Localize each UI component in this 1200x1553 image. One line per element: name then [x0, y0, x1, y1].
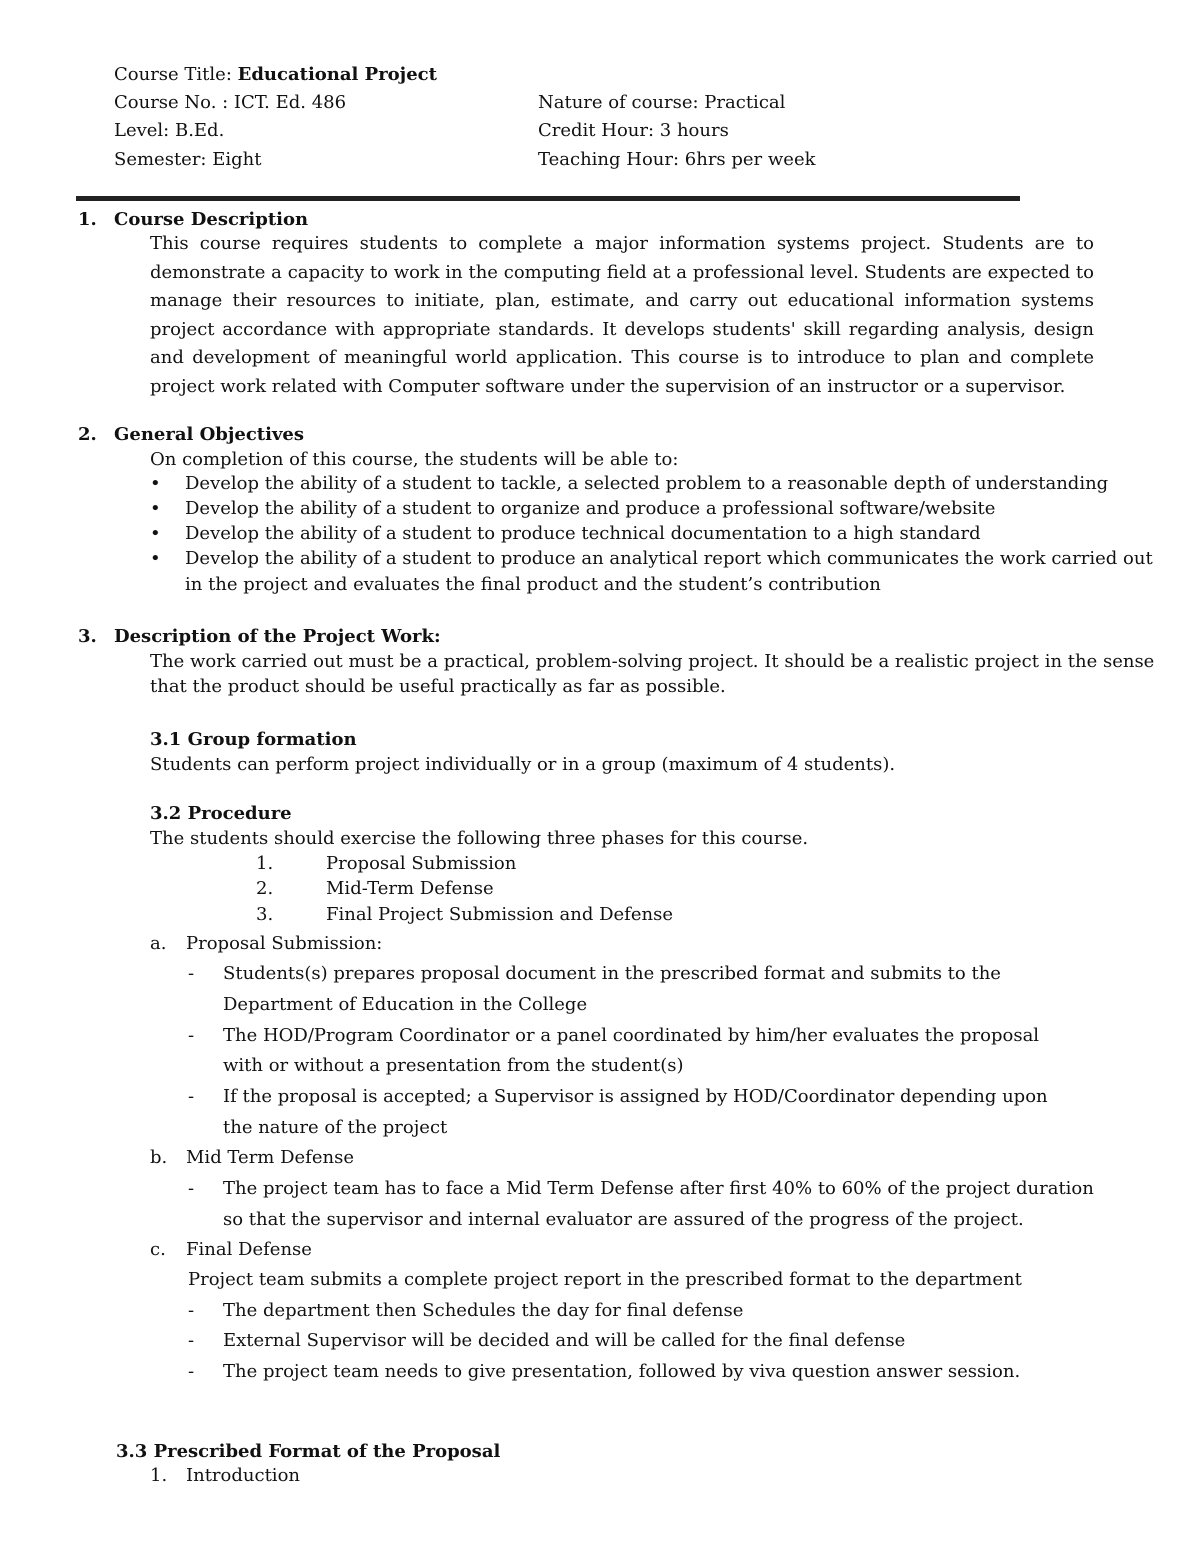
procedure-heading: 3.2 Procedure: [150, 803, 292, 824]
step-title: Mid Term Defense: [186, 1147, 354, 1168]
format-item-label: Introduction: [186, 1465, 300, 1486]
dash-marker: -: [188, 1361, 195, 1382]
step-letter: c.: [150, 1239, 166, 1260]
phase-label: Mid-Term Defense: [326, 878, 494, 899]
format-item-number: 1.: [150, 1465, 168, 1486]
course-semester: Semester: Eight: [114, 149, 262, 170]
dash-marker: -: [188, 963, 195, 984]
prescribed-format-heading: 3.3 Prescribed Format of the Proposal: [116, 1441, 501, 1462]
section-2-intro: On completion of this course, the students will be able to:: [150, 449, 679, 470]
course-title-value: Educational Project: [237, 64, 437, 85]
step-line: with or without a presentation from the student(s): [223, 1055, 684, 1076]
step-line: the nature of the project: [223, 1117, 448, 1138]
step-line: External Supervisor will be decided and will be called for the final defense: [223, 1330, 906, 1351]
step-title: Proposal Submission:: [186, 933, 383, 954]
step-line: so that the supervisor and internal evaluator are assured of the progress of the project.: [223, 1209, 1024, 1230]
bullet-icon: •: [150, 473, 161, 494]
section-2-number: 2.: [78, 424, 97, 445]
procedure-intro: The students should exercise the following three phases for this course.: [150, 828, 809, 849]
step-line: If the proposal is accepted; a Supervisor is assigned by HOD/Coordinator depending upon: [223, 1086, 1048, 1107]
step-letter: a.: [150, 933, 167, 954]
bullet-icon: •: [150, 523, 161, 544]
step-line: The project team needs to give presentation, followed by viva question answer session.: [223, 1361, 1021, 1382]
teaching-hour: Teaching Hour: 6hrs per week: [538, 149, 816, 170]
section-3-heading: Description of the Project Work:: [114, 626, 441, 647]
phase-label: Final Project Submission and Defense: [326, 904, 673, 925]
bullet-icon: •: [150, 498, 161, 519]
phase-number: 1.: [256, 853, 274, 874]
group-formation-body: Students can perform project individually or in a group (maximum of 4 students).: [150, 754, 896, 775]
course-nature: Nature of course: Practical: [538, 92, 786, 113]
phase-number: 2.: [256, 878, 274, 899]
section-3-body-line: The work carried out must be a practical, problem-solving project. It should be a realistic project in the sense: [150, 651, 1155, 672]
credit-hour: Credit Hour: 3 hours: [538, 120, 729, 141]
step-title: Final Defense: [186, 1239, 312, 1260]
course-title: [114, 66, 437, 84]
dash-marker: -: [188, 1086, 195, 1107]
section-1-number: 1.: [78, 209, 97, 230]
course-number: Course No. : ICT. Ed. 486: [114, 92, 347, 113]
step-line: The HOD/Program Coordinator or a panel coordinated by him/her evaluates the proposal: [223, 1025, 1040, 1046]
section-3-body-line: that the product should be useful practically as far as possible.: [150, 676, 726, 697]
phase-label: Proposal Submission: [326, 853, 517, 874]
bullet-icon: •: [150, 548, 161, 569]
section-3-number: 3.: [78, 626, 97, 647]
group-formation-heading: 3.1 Group formation: [150, 729, 357, 750]
step-line: Students(s) prepares proposal document in the prescribed format and submits to the: [223, 963, 1001, 984]
phase-number: 3.: [256, 904, 274, 925]
dash-marker: -: [188, 1330, 195, 1351]
step-intro: Project team submits a complete project report in the prescribed format to the department: [188, 1269, 1022, 1290]
course-level: Level: B.Ed.: [114, 120, 225, 141]
header-divider: [76, 196, 1020, 201]
step-line: Department of Education in the College: [223, 994, 588, 1015]
step-letter: b.: [150, 1147, 168, 1168]
objective-item: Develop the ability of a student to organize and produce a professional software/website: [185, 498, 996, 519]
objective-item: Develop the ability of a student to tackle, a selected problem to a reasonable depth of understanding: [185, 473, 1109, 494]
objective-item-continued: in the project and evaluates the final product and the student’s contribution: [185, 574, 881, 595]
dash-marker: -: [188, 1300, 195, 1321]
section-1-heading: Course Description: [114, 209, 309, 230]
section-2-heading: General Objectives: [114, 424, 305, 445]
section-1-body: This course requires students to complete a major information systems project. Students are to demonstrate a capacity to work in the computing field at a professional level. Students are expected to manage their resources to initiate, plan, estimate, and carry out educational information systems project accordance with appropriate standards. It develops students' skill regarding analysis, design and development of meaningful world application. This course is to introduce to plan and complete project work related with Computer software under the supervision of an instructor or a supervisor.: [150, 233, 1094, 397]
course-title-label: Course Title:: [114, 64, 232, 85]
dash-marker: -: [188, 1025, 195, 1046]
objective-item: Develop the ability of a student to produce technical documentation to a high standard: [185, 523, 981, 544]
step-line: The project team has to face a Mid Term Defense after first 40% to 60% of the project duration: [223, 1178, 1094, 1199]
objective-item: Develop the ability of a student to produce an analytical report which communicates the work carried out: [185, 548, 1153, 569]
dash-marker: -: [188, 1178, 195, 1199]
step-line: The department then Schedules the day for final defense: [223, 1300, 744, 1321]
